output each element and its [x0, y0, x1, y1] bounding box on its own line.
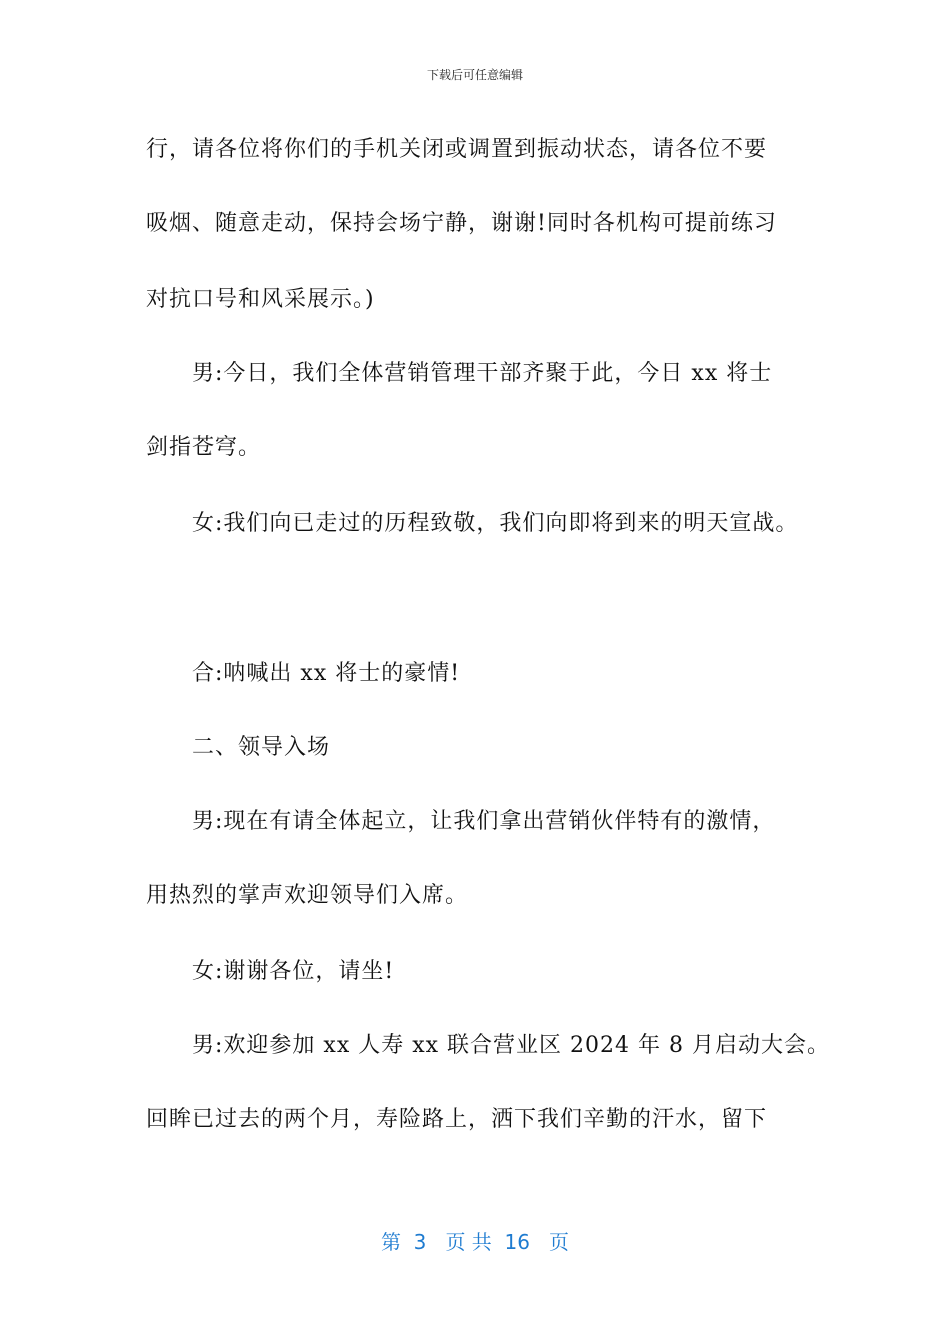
- text-line: 男:今日，我们全体营销管理干部齐聚于此，今日 xx 将士: [192, 361, 773, 386]
- text-line: 女:谢谢各位，请坐!: [192, 959, 395, 984]
- page-number-footer: 第 3 页 共 16 页: [380, 1230, 570, 1254]
- text-line: 剑指苍穹。: [146, 435, 262, 460]
- text-line: 吸烟、随意走动，保持会场宁静，谢谢!同时各机构可提前练习: [146, 211, 777, 236]
- text-line: 对抗口号和风采展示。): [146, 287, 375, 312]
- text-line: 回眸已过去的两个月，寿险路上，洒下我们辛勤的汗水，留下: [146, 1107, 768, 1132]
- text-line: 女:我们向已走过的历程致敬，我们向即将到来的明天宣战。: [192, 511, 799, 536]
- text-line: 男:欢迎参加 xx 人寿 xx 联合营业区 2024 年 8 月启动大会。: [192, 1033, 830, 1058]
- text-line: 男:现在有请全体起立，让我们拿出营销伙伴特有的激情，: [192, 809, 776, 834]
- text-line: 用热烈的掌声欢迎领导们入席。: [146, 883, 469, 908]
- text-line: 行，请各位将你们的手机关闭或调置到振动状态，请各位不要: [146, 137, 768, 162]
- page-header: 下载后可任意编辑: [426, 68, 523, 82]
- section-heading: 二、领导入场: [192, 735, 331, 760]
- text-line: 合:呐喊出 xx 将士的豪情!: [192, 661, 461, 686]
